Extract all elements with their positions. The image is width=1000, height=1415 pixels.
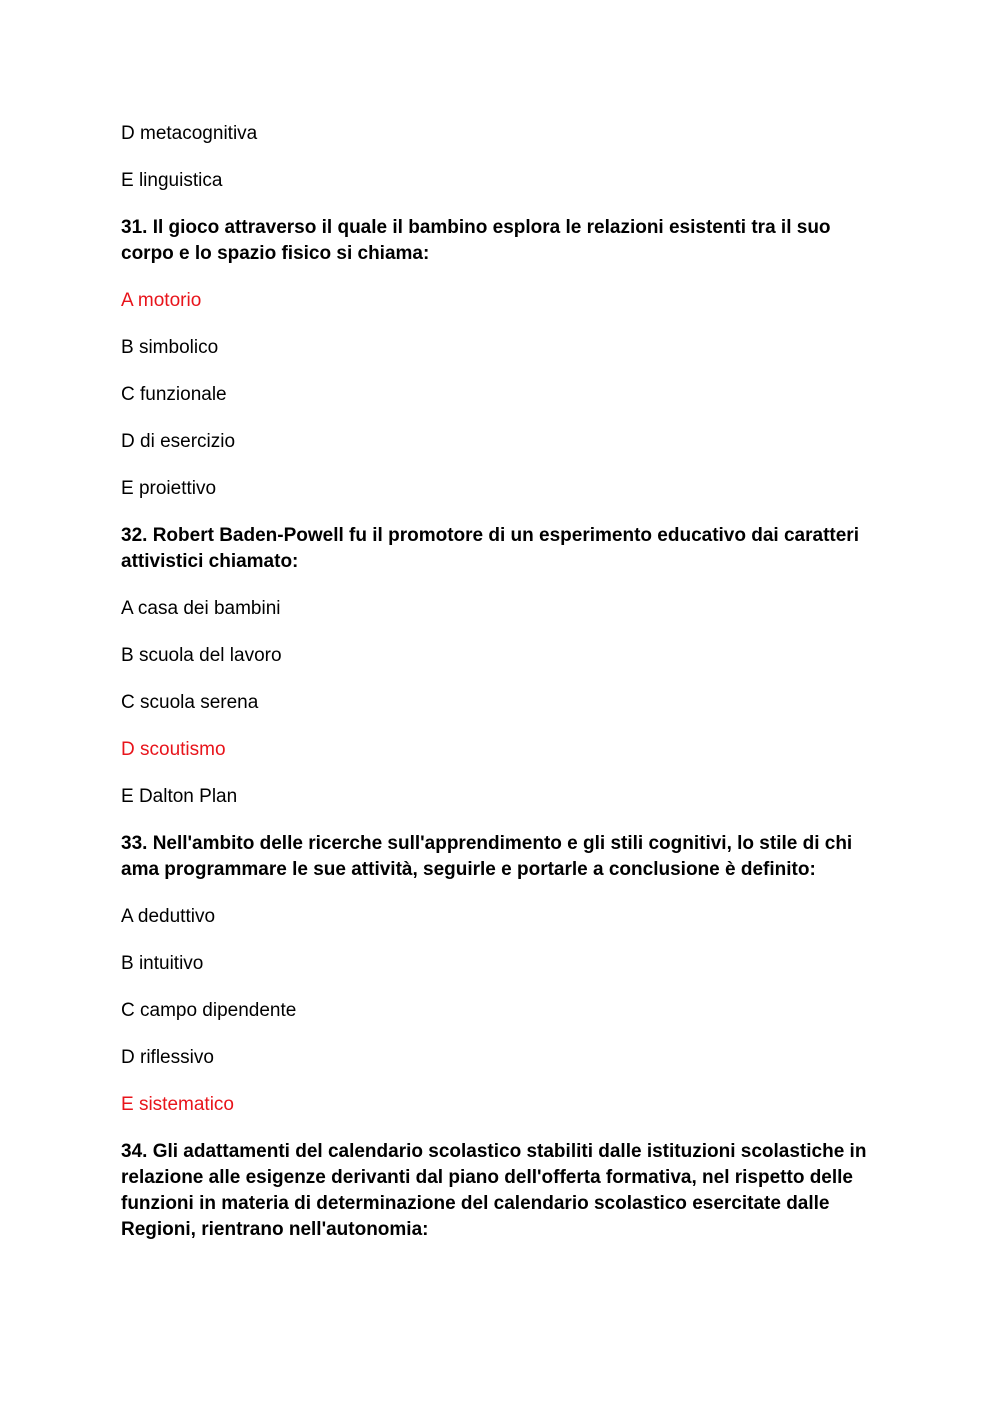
question-32: 32. Robert Baden-Powell fu il promotore di un esperimento educativo dai caratteri attivistici chiamato: xyxy=(121,525,859,572)
question-34: 34. Gli adattamenti del calendario scolastico stabiliti dalle istituzioni scolastiche in relazione alle esigenze derivanti dal piano dell'offerta formativa, nel rispetto delle funzioni in materia di determinazione del calendario scolastico esercitate dalle Regioni, rientrano nell'autonomia: xyxy=(121,1141,867,1240)
question-31: 31. Il gioco attraverso il quale il bambino esplora le relazioni esistenti tra il suo corpo e lo spazio fisico si chiama: xyxy=(121,217,831,264)
answer-option-correct: D scoutismo xyxy=(121,739,226,760)
answer-option: C campo dipendente xyxy=(121,1000,297,1021)
answer-option: B scuola del lavoro xyxy=(121,645,282,666)
answer-option: E Dalton Plan xyxy=(121,786,238,807)
answer-option: C funzionale xyxy=(121,384,227,405)
answer-option: D riflessivo xyxy=(121,1047,214,1068)
answer-option-correct: A motorio xyxy=(121,290,202,311)
question-33: 33. Nell'ambito delle ricerche sull'apprendimento e gli stili cognitivi, lo stile di chi ama programmare le sue attività, seguirle e portarle a conclusione è definito: xyxy=(121,833,853,880)
answer-option: D metacognitiva xyxy=(121,123,258,144)
answer-option: B simbolico xyxy=(121,337,219,358)
answer-option: C scuola serena xyxy=(121,692,259,713)
answer-option: A casa dei bambini xyxy=(121,598,281,619)
answer-option: E linguistica xyxy=(121,170,223,191)
answer-option: E proiettivo xyxy=(121,478,217,499)
answer-option-correct: E sistematico xyxy=(121,1094,234,1115)
document-page xyxy=(121,121,881,1264)
answer-option: A deduttivo xyxy=(121,906,216,927)
answer-option: B intuitivo xyxy=(121,953,204,974)
answer-option: D di esercizio xyxy=(121,431,236,452)
